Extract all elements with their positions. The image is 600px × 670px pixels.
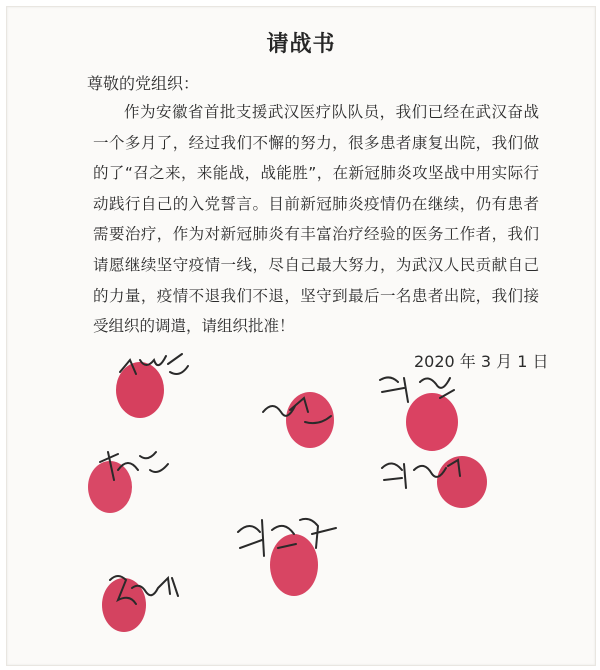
salutation: 尊敬的党组织： bbox=[87, 74, 200, 93]
letter-paper bbox=[6, 6, 596, 666]
letter-body: 作为安徽省首批支援武汉医疗队队员，我们已经在武汉奋战一个多月了，经过我们不懈的努力，很多患者康复出院，我们做的了“召之来，来能战，战能胜”，在新冠肺炎攻坚战中用实际行动践行自己的入党誓言。目前新冠肺炎疫情仍在继续，仍有患者需要治疗，作为对新冠肺炎有丰富治疗经验的医务工作者，我们请愿继续坚守疫情一线，尽自己最大努力，为武汉人民贡献自己的力量，疫情不退我们不退，坚守到最后一名患者出院，我们接受组织的调遣，请组织批准！ bbox=[93, 103, 539, 336]
document-title: 请战书 bbox=[266, 32, 336, 57]
letter-date: 2020 年 3 月 1 日 bbox=[414, 352, 549, 371]
